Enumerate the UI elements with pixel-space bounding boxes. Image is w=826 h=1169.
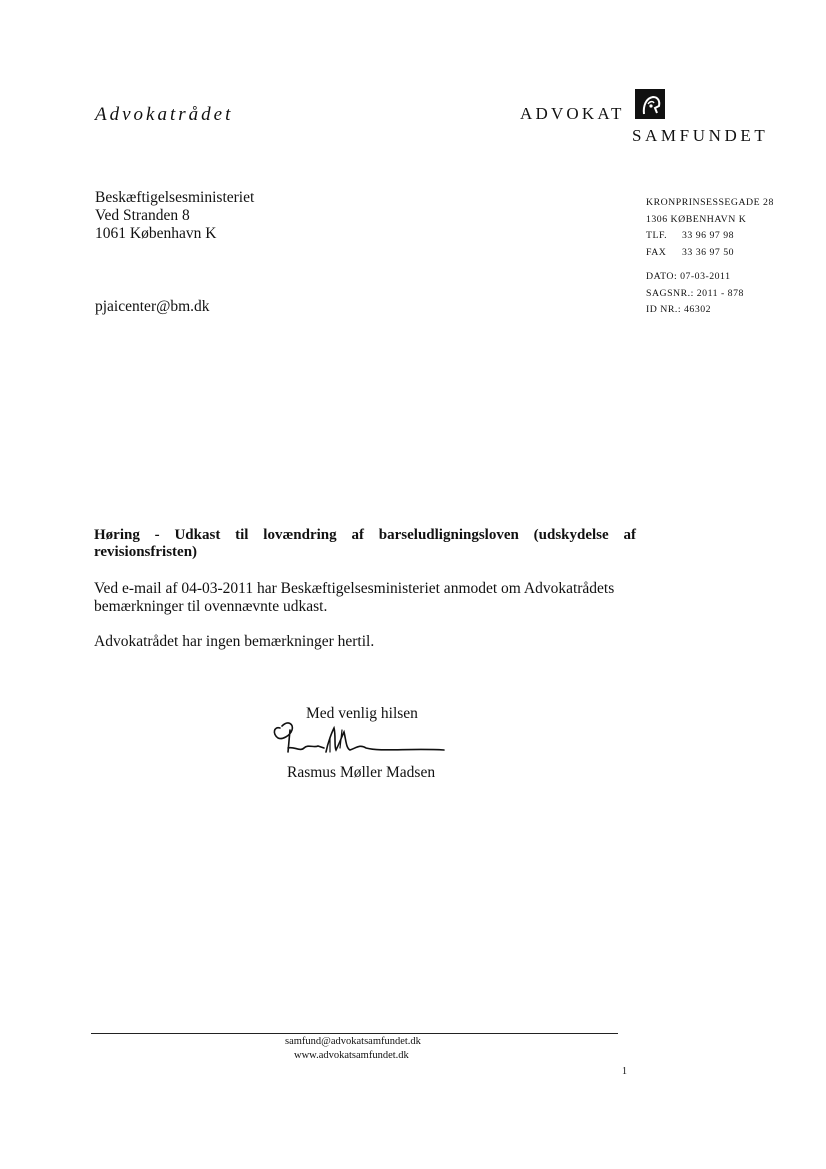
recipient-line: Ved Stranden 8 — [95, 207, 190, 224]
recipient-email: pjaicenter@bm.dk — [95, 298, 210, 315]
footer-website: www.advokatsamfundet.dk — [294, 1050, 409, 1061]
recipient-line: Beskæftigelsesministeriet — [95, 189, 255, 206]
sender-info — [646, 195, 774, 319]
logo-text-advokat: ADVOKAT — [520, 104, 625, 123]
fax-label: FAX — [646, 246, 667, 258]
letter-subject: Høring - Udkast til lovændring af barseludligningsloven (udskydelse af revisionsfristen) — [94, 527, 636, 560]
fax-value: 33 36 97 50 — [682, 246, 735, 258]
footer-divider — [91, 1033, 618, 1034]
id-number: ID NR.: 46302 — [646, 304, 712, 315]
letter-paragraph-1: Ved e-mail af 04-03-2011 har Beskæftigelsesministeriet anmodet om Advokatrådets bemærkninger til ovennævnte udkast. — [94, 580, 615, 615]
sender-phone — [646, 228, 774, 245]
signer-name: Rasmus Møller Madsen — [287, 764, 436, 781]
sender-address-line1: KRONPRINSESSEGADE 28 — [646, 197, 774, 208]
logo-text-samfundet: SAMFUNDET — [632, 126, 769, 145]
letter-date: DATO: 07-03-2011 — [646, 271, 731, 282]
phone-value: 33 96 97 98 — [682, 230, 735, 241]
letter-paragraph-2: Advokatrådet har ingen bemærkninger hertil. — [94, 633, 375, 650]
phone-label: TLF. — [646, 230, 668, 241]
recipient-address — [95, 189, 254, 243]
recipient-line: 1061 København K — [95, 225, 217, 242]
advokatsamfundet-emblem-icon — [635, 89, 665, 119]
advokatraadet-heading: Advokatrådet — [95, 104, 234, 125]
handwritten-signature — [270, 718, 450, 770]
page-number: 1 — [622, 1066, 627, 1077]
case-number: SAGSNR.: 2011 - 878 — [646, 287, 744, 299]
sender-fax — [646, 245, 774, 262]
sender-address-line2: 1306 KØBENHAVN K — [646, 213, 747, 225]
closing-phrase: Med venlig hilsen — [306, 705, 418, 722]
footer-email: samfund@advokatsamfundet.dk — [285, 1036, 421, 1047]
